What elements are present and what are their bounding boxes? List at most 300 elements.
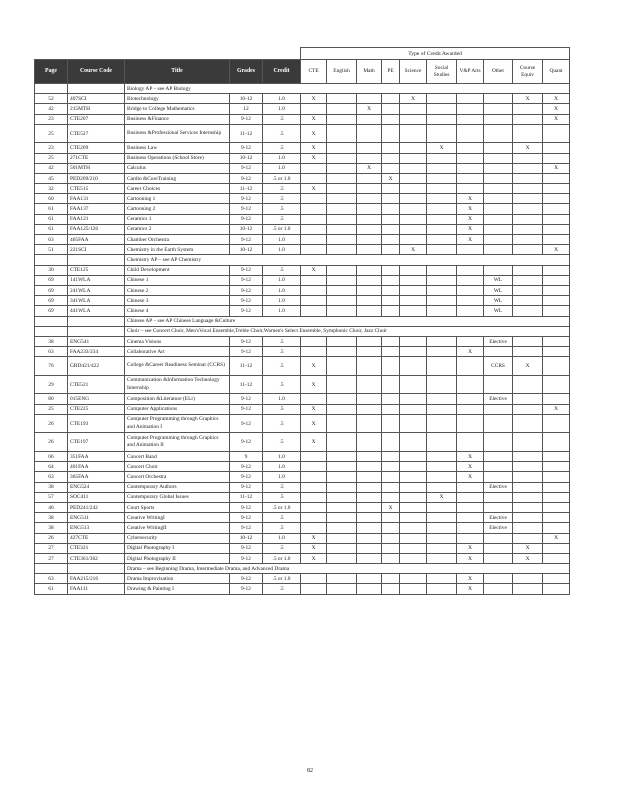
credit-type-cell-eng bbox=[327, 404, 357, 414]
credit-cell: 1.0 bbox=[263, 94, 301, 104]
credit-type-cell-vpa bbox=[457, 124, 484, 143]
column-header-row bbox=[35, 60, 570, 84]
credit-type-cell-equiv bbox=[513, 194, 543, 204]
table-row bbox=[35, 513, 570, 523]
credit-type-cell-sci bbox=[400, 482, 427, 492]
credit-cell: 1.0 bbox=[263, 394, 301, 404]
credit-type-cell-eng bbox=[327, 482, 357, 492]
credit-type-cell-math bbox=[357, 143, 382, 153]
credit-type-cell-sci bbox=[400, 114, 427, 124]
table-row bbox=[35, 94, 570, 104]
credit-type-cell-equiv bbox=[513, 513, 543, 523]
table-row bbox=[35, 462, 570, 472]
credit-cell: .5 bbox=[263, 214, 301, 224]
credit-type-cell-equiv bbox=[513, 482, 543, 492]
code-cell: FAA233/234 bbox=[68, 347, 125, 357]
credit-type-cell-other: WL bbox=[484, 306, 513, 316]
page-cell: 52 bbox=[35, 94, 68, 104]
credit-type-cell-cte bbox=[301, 235, 327, 245]
credit-type-cell-other bbox=[484, 114, 513, 124]
title-cell: Drama Improvisation bbox=[125, 574, 230, 584]
credit-type-cell-sci bbox=[400, 584, 427, 594]
credit-type-cell-other bbox=[484, 404, 513, 414]
credit-type-cell-eng bbox=[327, 375, 357, 394]
credit-type-cell-vpa bbox=[457, 375, 484, 394]
credit-type-cell-math bbox=[357, 114, 382, 124]
credit-type-cell-vpa bbox=[457, 296, 484, 306]
credit-type-cell-soc bbox=[427, 245, 457, 255]
credit-type-cell-vpa bbox=[457, 94, 484, 104]
see-note-cell: Chinese AP – see AP Chinese Language &Culture bbox=[125, 316, 570, 326]
credit-type-cell-soc bbox=[427, 513, 457, 523]
table-row bbox=[35, 482, 570, 492]
credit-type-header-row bbox=[35, 48, 570, 60]
credit-cell: 1.0 bbox=[263, 462, 301, 472]
code-cell bbox=[68, 326, 125, 336]
credit-cell: .5 bbox=[263, 194, 301, 204]
page-cell: 69 bbox=[35, 296, 68, 306]
credit-type-cell-math bbox=[357, 347, 382, 357]
credit-type-cell-equiv bbox=[513, 433, 543, 452]
credit-type-cell-eng bbox=[327, 224, 357, 234]
title-cell: Computer Programming through Graphics and Animation I bbox=[125, 414, 230, 433]
credit-type-cell-pe bbox=[382, 513, 400, 523]
code-cell: 241WLA bbox=[68, 285, 125, 295]
credit-type-cell-quant bbox=[543, 296, 570, 306]
credit-type-cell-math bbox=[357, 543, 382, 553]
credit-type-cell-cte bbox=[301, 452, 327, 462]
table-row bbox=[35, 404, 570, 414]
credit-cell: .5 bbox=[263, 124, 301, 143]
credit-type-cell-vpa bbox=[457, 336, 484, 346]
table-row bbox=[35, 306, 570, 316]
code-cell: ENG513 bbox=[68, 523, 125, 533]
credit-type-cell-other bbox=[484, 574, 513, 584]
table-row bbox=[35, 184, 570, 194]
code-cell: 401FAA bbox=[68, 462, 125, 472]
code-cell bbox=[68, 564, 125, 574]
credit-type-cell-soc bbox=[427, 533, 457, 543]
credit-type-cell-cte bbox=[301, 285, 327, 295]
code-cell: CTE193 bbox=[68, 414, 125, 433]
title-cell: Business Law bbox=[125, 143, 230, 153]
credit-type-cell-cte bbox=[301, 394, 327, 404]
credit-type-cell-math bbox=[357, 414, 382, 433]
credit-type-cell-quant bbox=[543, 224, 570, 234]
code-cell: CTE197 bbox=[68, 433, 125, 452]
credit-cell: .5 or 1.0 bbox=[263, 574, 301, 584]
credit-type-cell-eng bbox=[327, 214, 357, 224]
credit-type-cell-vpa: X bbox=[457, 574, 484, 584]
title-cell: Digital Photography II bbox=[125, 553, 230, 563]
credit-type-cell-soc bbox=[427, 414, 457, 433]
grades-cell: 9-12 bbox=[230, 523, 263, 533]
page-cell: 64 bbox=[35, 462, 68, 472]
credit-type-cell-eng bbox=[327, 452, 357, 462]
credit-type-cell-other: Elective bbox=[484, 482, 513, 492]
credit-type-cell-vpa: X bbox=[457, 214, 484, 224]
credit-type-cell-pe bbox=[382, 543, 400, 553]
grades-cell: 9-12 bbox=[230, 394, 263, 404]
credit-cell: .5 bbox=[263, 492, 301, 502]
credit-type-cell-pe bbox=[382, 553, 400, 563]
credit-type-cell-sci bbox=[400, 306, 427, 316]
credit-type-cell-equiv bbox=[513, 574, 543, 584]
title-cell: Contemporary Authors bbox=[125, 482, 230, 492]
credit-type-cell-other bbox=[484, 245, 513, 255]
credit-type-cell-sci bbox=[400, 357, 427, 376]
credit-type-cell-cte bbox=[301, 513, 327, 523]
code-cell: FAA111 bbox=[68, 584, 125, 594]
credit-cell: .5 bbox=[263, 114, 301, 124]
code-cell: CTE209 bbox=[68, 143, 125, 153]
credit-type-cell-pe bbox=[382, 336, 400, 346]
code-cell: 465FAA bbox=[68, 235, 125, 245]
table-row bbox=[35, 472, 570, 482]
credit-type-cell-pe bbox=[382, 114, 400, 124]
credit-type-cell-soc bbox=[427, 502, 457, 512]
grades-cell: 9-12 bbox=[230, 275, 263, 285]
code-cell: FAA121 bbox=[68, 214, 125, 224]
table-row bbox=[35, 375, 570, 394]
credit-type-cell-eng bbox=[327, 433, 357, 452]
credit-type-cell-quant: X bbox=[543, 404, 570, 414]
grades-cell: 10-12 bbox=[230, 533, 263, 543]
title-cell: Chinese 4 bbox=[125, 306, 230, 316]
credit-type-cell-soc bbox=[427, 336, 457, 346]
credit-type-cell-soc bbox=[427, 296, 457, 306]
grades-cell: 9-12 bbox=[230, 543, 263, 553]
credit-type-cell-eng bbox=[327, 265, 357, 275]
credit-type-cell-pe bbox=[382, 194, 400, 204]
grades-cell: 10-12 bbox=[230, 245, 263, 255]
credit-type-cell-eng bbox=[327, 462, 357, 472]
title-cell: Cartooning 2 bbox=[125, 204, 230, 214]
credit-type-cell-eng bbox=[327, 114, 357, 124]
code-cell bbox=[68, 255, 125, 265]
grades-cell: 9-12 bbox=[230, 482, 263, 492]
credit-type-cell-vpa bbox=[457, 114, 484, 124]
credit-type-cell-math bbox=[357, 533, 382, 543]
credit-cell: .5 bbox=[263, 433, 301, 452]
credit-type-cell-soc: X bbox=[427, 492, 457, 502]
table-row bbox=[35, 235, 570, 245]
credit-type-cell-cte bbox=[301, 574, 327, 584]
credit-type-cell-eng bbox=[327, 143, 357, 153]
page-cell: 51 bbox=[35, 245, 68, 255]
credit-type-cell-pe: X bbox=[382, 173, 400, 183]
credit-type-cell-math bbox=[357, 472, 382, 482]
credit-type-cell-pe bbox=[382, 143, 400, 153]
code-cell: 441WLA bbox=[68, 306, 125, 316]
code-cell: GRD421/422 bbox=[68, 357, 125, 376]
code-cell: 141WLA bbox=[68, 275, 125, 285]
grades-cell: 10-12 bbox=[230, 153, 263, 163]
code-cell: 271CTE bbox=[68, 153, 125, 163]
credit-type-cell-cte: X bbox=[301, 114, 327, 124]
credit-type-cell-math bbox=[357, 204, 382, 214]
credit-type-cell-eng bbox=[327, 285, 357, 295]
credit-type-cell-quant bbox=[543, 472, 570, 482]
code-cell: ENG541 bbox=[68, 336, 125, 346]
credit-type-cell-other bbox=[484, 204, 513, 214]
page-cell: 23 bbox=[35, 114, 68, 124]
credit-type-cell-soc bbox=[427, 275, 457, 285]
credit-type-cell-sci bbox=[400, 553, 427, 563]
credit-type-cell-eng bbox=[327, 553, 357, 563]
table-row bbox=[35, 275, 570, 285]
credit-type-cell-cte bbox=[301, 296, 327, 306]
credit-type-cell-quant bbox=[543, 235, 570, 245]
credit-type-cell-vpa bbox=[457, 265, 484, 275]
credit-type-cell-pe bbox=[382, 347, 400, 357]
title-cell: Concert Band bbox=[125, 452, 230, 462]
credit-cell: 1.0 bbox=[263, 285, 301, 295]
credit-type-cell-pe bbox=[382, 204, 400, 214]
see-note-cell: Choir – see Concert Choir, Men'sVocal Ensemble,Treble Choir,Women's Select Ensemble, Symphonic Choir, Jazz Choir bbox=[125, 326, 570, 336]
page-cell: 63 bbox=[35, 235, 68, 245]
credit-type-cell-math bbox=[357, 224, 382, 234]
credit-type-cell-equiv: X bbox=[513, 357, 543, 376]
credit-type-cell-vpa bbox=[457, 523, 484, 533]
credit-type-cell-soc bbox=[427, 285, 457, 295]
credit-type-cell-other bbox=[484, 472, 513, 482]
page-cell: 25 bbox=[35, 124, 68, 143]
credit-type-cell-pe bbox=[382, 523, 400, 533]
page-cell bbox=[35, 326, 68, 336]
page-cell: 57 bbox=[35, 492, 68, 502]
table-row bbox=[35, 255, 570, 265]
credit-type-cell-vpa: X bbox=[457, 224, 484, 234]
credit-cell: 1.0 bbox=[263, 163, 301, 173]
credit-type-cell-math bbox=[357, 433, 382, 452]
credit-cell: .5 bbox=[263, 336, 301, 346]
credit-type-cell-math bbox=[357, 235, 382, 245]
grades-cell: 9-12 bbox=[230, 472, 263, 482]
page-cell: 26 bbox=[35, 533, 68, 543]
credit-type-cell-soc bbox=[427, 124, 457, 143]
credit-type-cell-soc bbox=[427, 306, 457, 316]
credit-type-cell-vpa: X bbox=[457, 472, 484, 482]
credit-type-cell-other bbox=[484, 492, 513, 502]
page-cell: 38 bbox=[35, 523, 68, 533]
credit-type-cell-quant bbox=[543, 184, 570, 194]
credit-type-cell-other bbox=[484, 265, 513, 275]
credit-type-cell-sci bbox=[400, 462, 427, 472]
credit-type-cell-math bbox=[357, 336, 382, 346]
credit-type-cell-math bbox=[357, 285, 382, 295]
credit-type-cell-eng bbox=[327, 336, 357, 346]
code-cell: 341WLA bbox=[68, 296, 125, 306]
code-cell bbox=[68, 316, 125, 326]
table-row bbox=[35, 296, 570, 306]
title-cell: Cybersecurity bbox=[125, 533, 230, 543]
credit-type-cell-pe bbox=[382, 584, 400, 594]
table-row bbox=[35, 414, 570, 433]
credit-type-cell-equiv bbox=[513, 275, 543, 285]
table-row bbox=[35, 163, 570, 173]
credit-type-cell-other: Elective bbox=[484, 336, 513, 346]
credit-type-cell-math bbox=[357, 394, 382, 404]
credit-type-cell-sci bbox=[400, 204, 427, 214]
credit-type-cell-soc bbox=[427, 357, 457, 376]
credit-type-cell-soc: X bbox=[427, 143, 457, 153]
credit-type-cell-sci bbox=[400, 153, 427, 163]
credit-type-cell-math bbox=[357, 584, 382, 594]
grades-cell: 9-12 bbox=[230, 163, 263, 173]
credit-type-cell-other: CCRS bbox=[484, 357, 513, 376]
credit-type-cell-math bbox=[357, 452, 382, 462]
page-cell: 23 bbox=[35, 143, 68, 153]
course-rows bbox=[35, 84, 570, 595]
credit-type-cell-soc bbox=[427, 433, 457, 452]
page-cell: 63 bbox=[35, 574, 68, 584]
credit-type-cell-sci bbox=[400, 375, 427, 394]
code-cell: FAA125/126 bbox=[68, 224, 125, 234]
credit-type-cell-vpa bbox=[457, 414, 484, 433]
credit-type-cell-soc bbox=[427, 204, 457, 214]
credit-type-cell-eng bbox=[327, 533, 357, 543]
grades-cell: 9-12 bbox=[230, 513, 263, 523]
credit-type-cell-sci bbox=[400, 285, 427, 295]
column-header: Math bbox=[357, 60, 382, 84]
table-row bbox=[35, 316, 570, 326]
table-row bbox=[35, 153, 570, 163]
title-cell: Calculus bbox=[125, 163, 230, 173]
credit-type-cell-sci bbox=[400, 414, 427, 433]
table-row bbox=[35, 114, 570, 124]
credit-cell: .5 bbox=[263, 523, 301, 533]
title-cell: College &Career Readiness Seminar (CCRS) bbox=[125, 357, 230, 376]
credit-type-cell-vpa bbox=[457, 394, 484, 404]
grades-cell: 10-12 bbox=[230, 94, 263, 104]
credit-cell: 1.0 bbox=[263, 533, 301, 543]
credit-cell: 1.0 bbox=[263, 275, 301, 285]
title-cell: Cinema Visions bbox=[125, 336, 230, 346]
credit-type-cell-cte: X bbox=[301, 553, 327, 563]
credit-type-cell-sci bbox=[400, 523, 427, 533]
credit-cell: .5 bbox=[263, 143, 301, 153]
table-row bbox=[35, 394, 570, 404]
credit-type-cell-sci bbox=[400, 265, 427, 275]
table-row bbox=[35, 574, 570, 584]
credit-type-cell-eng bbox=[327, 492, 357, 502]
page-cell: 66 bbox=[35, 452, 68, 462]
credit-type-cell-sci bbox=[400, 472, 427, 482]
credit-type-cell-math bbox=[357, 184, 382, 194]
credit-type-cell-pe bbox=[382, 235, 400, 245]
credit-type-cell-sci bbox=[400, 533, 427, 543]
code-cell: CTE361/362 bbox=[68, 553, 125, 563]
credit-type-cell-vpa bbox=[457, 184, 484, 194]
credit-type-cell-vpa: X bbox=[457, 553, 484, 563]
code-cell: PED209/210 bbox=[68, 173, 125, 183]
credit-type-cell-cte: X bbox=[301, 94, 327, 104]
table-row bbox=[35, 104, 570, 114]
credit-type-cell-sci bbox=[400, 513, 427, 523]
page-cell: 69 bbox=[35, 306, 68, 316]
credit-cell: .5 bbox=[263, 375, 301, 394]
credit-type-cell-sci bbox=[400, 452, 427, 462]
table-row bbox=[35, 285, 570, 295]
credit-type-cell-soc bbox=[427, 404, 457, 414]
credit-type-cell-math bbox=[357, 153, 382, 163]
credit-type-cell-pe bbox=[382, 184, 400, 194]
credit-type-cell-pe bbox=[382, 163, 400, 173]
title-cell: Computer Applications bbox=[125, 404, 230, 414]
credit-type-cell-other bbox=[484, 433, 513, 452]
credit-type-cell-cte bbox=[301, 224, 327, 234]
credit-type-cell-other bbox=[484, 224, 513, 234]
title-cell: Chamber Orchestra bbox=[125, 235, 230, 245]
credit-type-cell-sci: X bbox=[400, 245, 427, 255]
code-cell: 015ENG bbox=[68, 394, 125, 404]
credit-type-cell-math bbox=[357, 523, 382, 533]
credit-type-cell-equiv bbox=[513, 375, 543, 394]
credit-type-cell-math bbox=[357, 94, 382, 104]
credit-type-cell-pe bbox=[382, 153, 400, 163]
credit-type-cell-quant bbox=[543, 502, 570, 512]
credit-type-cell-vpa bbox=[457, 502, 484, 512]
table-row bbox=[35, 452, 570, 462]
credit-type-cell-cte: X bbox=[301, 433, 327, 452]
code-cell: CTE321 bbox=[68, 543, 125, 553]
see-note-cell: Drama – see Beginning Drama, Intermediate Drama, and Advanced Drama bbox=[125, 564, 570, 574]
credit-type-cell-eng bbox=[327, 235, 357, 245]
credit-type-cell-soc bbox=[427, 114, 457, 124]
credit-type-cell-other: Elective bbox=[484, 394, 513, 404]
credit-type-cell-quant bbox=[543, 336, 570, 346]
page-cell: 38 bbox=[35, 513, 68, 523]
code-cell: CTE125 bbox=[68, 265, 125, 275]
credit-type-cell-cte bbox=[301, 584, 327, 594]
credit-type-cell-math bbox=[357, 357, 382, 376]
grades-cell: 9-12 bbox=[230, 404, 263, 414]
grades-cell: 9-12 bbox=[230, 143, 263, 153]
credit-cell: .5 or 1.0 bbox=[263, 224, 301, 234]
credit-cell: 1.0 bbox=[263, 245, 301, 255]
credit-type-cell-other bbox=[484, 104, 513, 114]
credit-type-cell-soc bbox=[427, 553, 457, 563]
credit-type-cell-other: Elective bbox=[484, 523, 513, 533]
credit-type-cell-cte bbox=[301, 502, 327, 512]
credit-type-cell-other: Elective bbox=[484, 513, 513, 523]
credit-type-cell-sci bbox=[400, 124, 427, 143]
page-cell: 42 bbox=[35, 104, 68, 114]
credit-type-cell-sci bbox=[400, 173, 427, 183]
page-cell: 38 bbox=[35, 336, 68, 346]
credit-type-cell-equiv bbox=[513, 523, 543, 533]
credit-type-cell-math bbox=[357, 502, 382, 512]
credit-type-cell-eng bbox=[327, 153, 357, 163]
credit-type-cell-eng bbox=[327, 163, 357, 173]
column-header: Course Equiv bbox=[513, 60, 543, 84]
credit-type-cell-sci bbox=[400, 235, 427, 245]
grades-cell: 11-12 bbox=[230, 124, 263, 143]
credit-type-cell-other bbox=[484, 347, 513, 357]
grades-cell: 11-12 bbox=[230, 357, 263, 376]
page-cell: 42 bbox=[35, 163, 68, 173]
credit-type-cell-math bbox=[357, 513, 382, 523]
credit-type-cell-other bbox=[484, 214, 513, 224]
page-cell: 26 bbox=[35, 433, 68, 452]
grades-cell: 9-12 bbox=[230, 553, 263, 563]
column-header: Quant bbox=[543, 60, 570, 84]
grades-cell: 9-12 bbox=[230, 433, 263, 452]
credit-type-cell-sci bbox=[400, 224, 427, 234]
table-row bbox=[35, 564, 570, 574]
credit-type-cell-pe bbox=[382, 414, 400, 433]
